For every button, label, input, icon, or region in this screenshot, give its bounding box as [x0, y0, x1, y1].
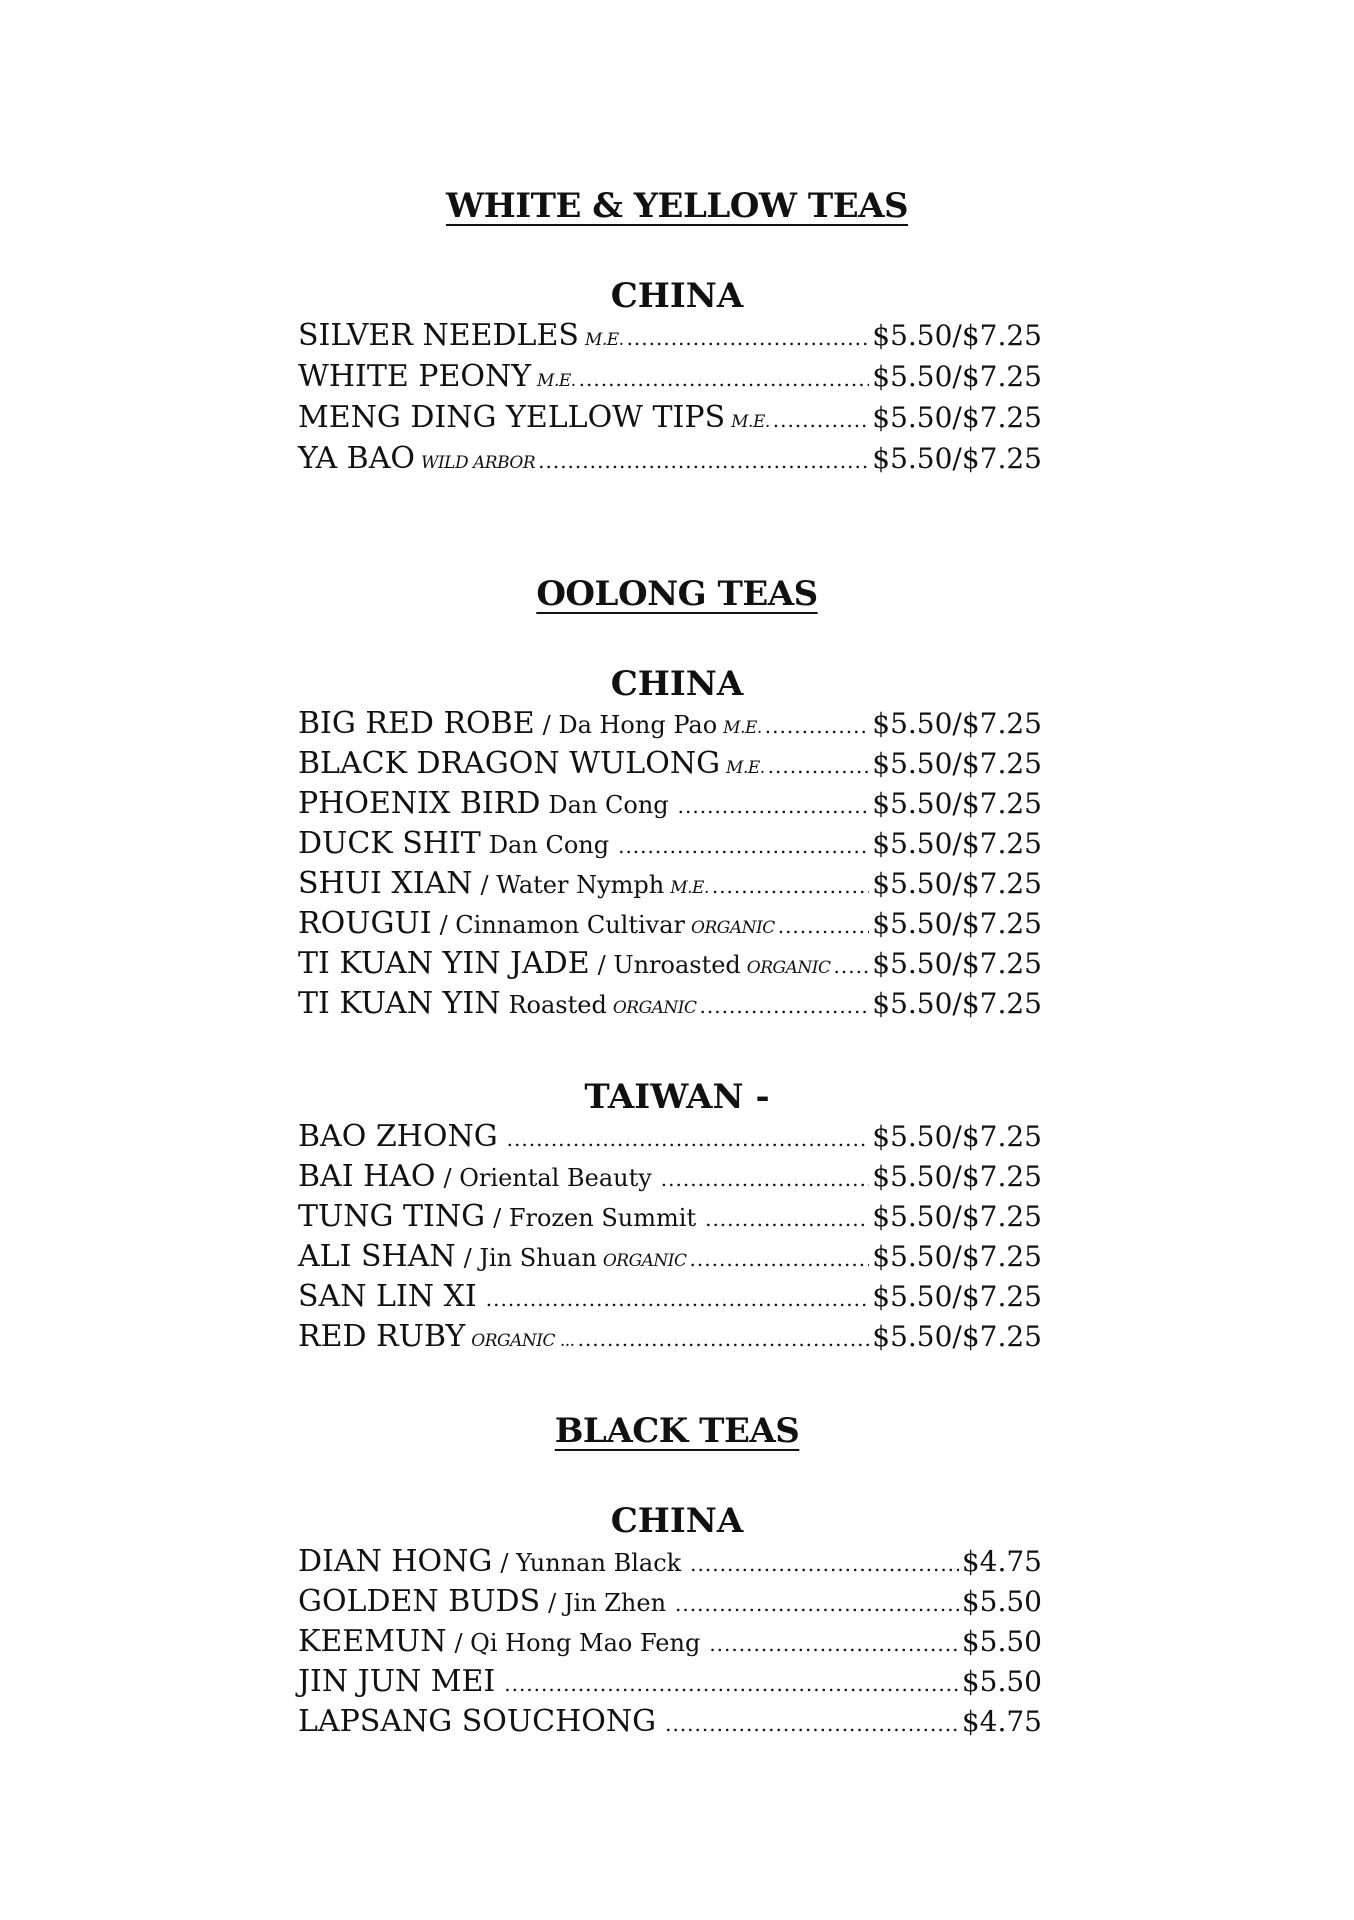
- menu-item: DIAN HONG / Yunnan Black ..... $4.75: [298, 1544, 1042, 1584]
- menu-item: BLACK DRAGON WULONG M.E. ..... $5.50/$7.25: [298, 746, 1042, 786]
- leader-dots: [768, 754, 870, 778]
- leader-dots: [538, 449, 869, 473]
- menu-item: PHOENIX BIRD Dan Cong ..... $5.50/$7.25: [298, 786, 1042, 826]
- leader-dots: [773, 408, 869, 432]
- menu-item: SHUI XIAN / Water Nymph M.E. ..... $5.50/$7.25: [298, 866, 1042, 906]
- region-heading-china: CHINA: [610, 1501, 744, 1541]
- menu-item: BAO ZHONG ..... $5.50/$7.25: [298, 1119, 1042, 1159]
- menu-item: ALI SHAN / Jin Shuan ORGANIC ..... $5.50/$7.25: [298, 1239, 1042, 1279]
- menu-item: MENG DING YELLOW TIPS M.E. ..... $5.50/$7.25: [298, 400, 1042, 440]
- section-title-white-yellow-teas: WHITE & YELLOW TEAS: [445, 186, 909, 226]
- leader-dots: [661, 1167, 869, 1191]
- menu-item: KEEMUN / Qi Hong Mao Feng ..... $5.50: [298, 1624, 1042, 1664]
- leader-dots: [709, 1632, 959, 1656]
- leader-dots: [579, 367, 870, 391]
- leader-dots: [834, 954, 870, 978]
- section-title-oolong-teas: OOLONG TEAS: [536, 574, 818, 614]
- menu-item: SILVER NEEDLES M.E. ..... $5.50/$7.25: [298, 318, 1042, 358]
- menu-item: BIG RED ROBE / Da Hong Pao M.E. ..... $5.50/$7.25: [298, 706, 1042, 746]
- menu-item: BAI HAO / Oriental Beauty ..... $5.50/$7.25: [298, 1159, 1042, 1199]
- leader-dots: [486, 1287, 869, 1311]
- menu-item: DUCK SHIT Dan Cong ..... $5.50/$7.25: [298, 826, 1042, 866]
- leader-dots: [504, 1672, 959, 1696]
- section-title-black-teas: BLACK TEAS: [554, 1411, 800, 1451]
- leader-dots: [690, 1247, 870, 1271]
- leader-dots: [690, 1552, 959, 1576]
- region-heading-china: CHINA: [610, 276, 744, 316]
- menu-item: RED RUBY ORGANIC ... ..... $5.50/$7.25: [298, 1319, 1042, 1359]
- leader-dots: [618, 834, 869, 858]
- leader-dots: [507, 1127, 870, 1151]
- region-heading-china: CHINA: [610, 664, 744, 704]
- leader-dots: [675, 1592, 959, 1616]
- menu-item: TUNG TING / Frozen Summit ..... $5.50/$7.25: [298, 1199, 1042, 1239]
- leader-dots: [765, 714, 869, 738]
- leader-dots: [665, 1712, 959, 1736]
- menu-item: GOLDEN BUDS / Jin Zhen ..... $5.50: [298, 1584, 1042, 1624]
- menu-item: LAPSANG SOUCHONG ..... $4.75: [298, 1704, 1042, 1744]
- leader-dots: [678, 794, 870, 818]
- menu-item: JIN JUN MEI ..... $5.50: [298, 1664, 1042, 1704]
- leader-dots: [712, 874, 869, 898]
- leader-dots: [627, 326, 870, 350]
- menu-item: ROUGUI / Cinnamon Cultivar ORGANIC ..... $5.50/$7.25: [298, 906, 1042, 946]
- menu-item: TI KUAN YIN Roasted ORGANIC ..... $5.50/$7.25: [298, 986, 1042, 1026]
- menu-item: YA BAO WILD ARBOR ..... $5.50/$7.25: [298, 441, 1042, 481]
- leader-dots: [705, 1207, 869, 1231]
- menu-item: TI KUAN YIN JADE / Unroasted ORGANIC ..... $5.50/$7.25: [298, 946, 1042, 986]
- leader-dots: [778, 914, 870, 938]
- menu-item: SAN LIN XI ..... $5.50/$7.25: [298, 1279, 1042, 1319]
- region-heading-taiwan: TAIWAN -: [584, 1077, 770, 1117]
- leader-dots: [700, 994, 870, 1018]
- menu-item: WHITE PEONY M.E. ..... $5.50/$7.25: [298, 359, 1042, 399]
- leader-dots: [578, 1327, 870, 1351]
